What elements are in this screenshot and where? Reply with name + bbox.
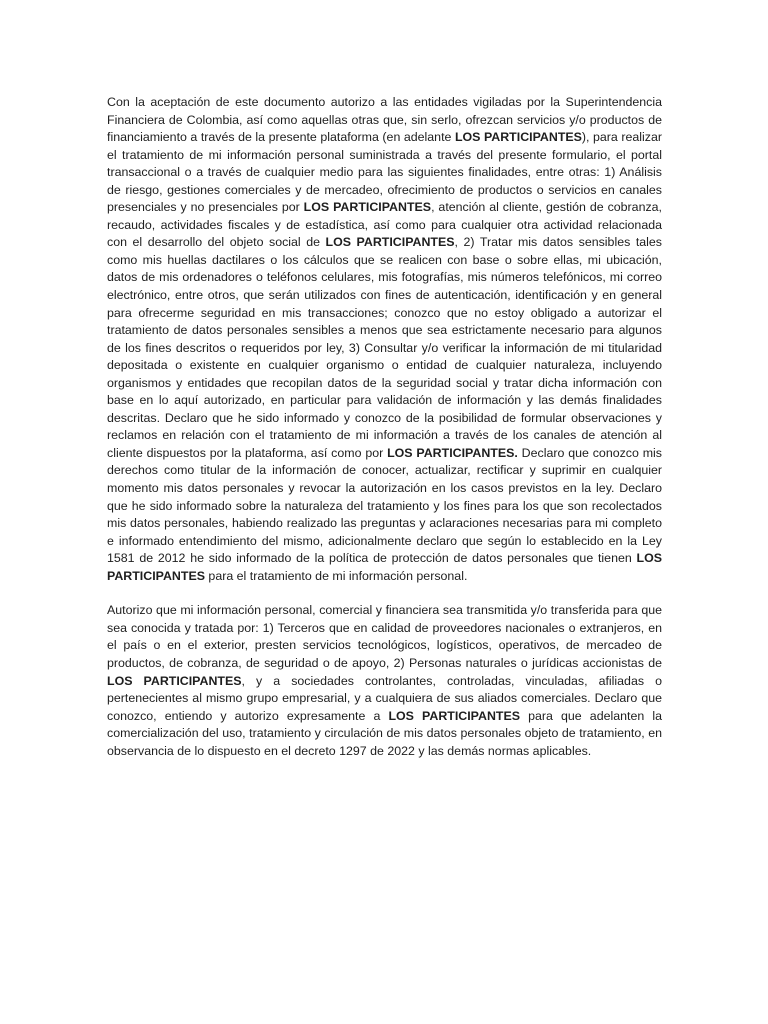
paragraph-data-processing-authorization: [107, 94, 662, 585]
paragraph-data-transfer-authorization: [107, 602, 662, 760]
paragraph-text-segment: Autorizo que mi información personal, comercial y financiera sea transmitida y/o transferida para que sea conocida y tratada por: 1) Terceros que en calidad de proveedores nacionales o extranjeros, en el país o en el exterior, presten servicios tecnológicos, logísticos, operativos, de mercadeo de productos, de cobranza, de seguridad o de apoyo, 2) Personas naturales o jurídicas accionistas de: [107, 603, 662, 670]
paragraph-text-segment: Declaro que conozco mis derechos como titular de la información de conocer, actualizar, rectificar y suprimir en cualquier momento mis datos personales y revocar la autorización en los casos previstos en la ley. Declaro que he sido informado sobre la naturaleza del tratamiento y los fines para los que son recolectados mis datos personales, habiendo realizado las preguntas y aclaraciones necesarias para mi completo e informado entendimiento del mismo, adicionalmente declaro que según lo establecido en la Ley 1581 de 2012 he sido informado de la política de protección de datos personales que tienen: [107, 445, 662, 566]
bold-entity-name: LOS PARTICIPANTES.: [387, 445, 518, 460]
bold-entity-name: LOS PARTICIPANTES: [107, 551, 662, 583]
paragraph-text-segment: , atención al cliente, gestión de cobranza, recaudo, actividades fiscales y de estadística, así como para cualquier otra actividad relacionada con el desarrollo del objeto social de: [107, 200, 662, 250]
bold-entity-name: LOS PARTICIPANTES: [388, 708, 521, 723]
document-page: [107, 94, 662, 760]
paragraph-text-segment: Con la aceptación de este documento autorizo a las entidades vigiladas por la Superintendencia Financiera de Colombia, así como aquellas otras que, sin serlo, ofrezcan servicios y/o productos de financiamiento a través de la presente plataforma (en adelante: [107, 95, 662, 145]
bold-entity-name: LOS PARTICIPANTES: [107, 673, 242, 688]
paragraph-text-segment: para el tratamiento de mi información personal.: [204, 568, 468, 583]
paragraph-text-segment: , y a sociedades controlantes, controladas, vinculadas, afiliadas o pertenecientes al mismo grupo empresarial, y a cualquiera de sus aliados comerciales. Declaro que conozco, entiendo y autorizo expresamente a: [107, 673, 662, 723]
paragraph-text-segment: ), para realizar el tratamiento de mi información personal suministrada a través del presente formulario, el portal transaccional o a través de cualquier medio para las siguientes finalidades, entre otras: 1) Análisis de riesgo, gestiones comerciales y de mercadeo, ofrecimiento de productos o servicios en canales presenciales y no presenciales por: [107, 130, 662, 215]
bold-entity-name: LOS PARTICIPANTES: [325, 235, 455, 250]
bold-entity-name: LOS PARTICIPANTES: [303, 200, 432, 215]
bold-entity-name: LOS PARTICIPANTES: [454, 130, 582, 145]
paragraph-text-segment: , 2) Tratar mis datos sensibles tales como mis huellas dactilares o los cálculos que se realicen con base o sobre ellas, mi ubicación, datos de mis ordenadores o teléfonos celulares, mis fotografías, mis números telefónicos, mi correo electrónico, entre otros, que serán utilizados con fines de autenticación, identificación y en general para ofrecerme seguridad en mis transacciones; conozco que no estoy obligado a autorizar el tratamiento de datos personales sensibles a menos que sea estrictamente necesario para algunos de los fines descritos o requeridos por ley, 3) Consultar y/o verificar la información de mi titularidad depositada o existente en cualquier organismo o entidad de cualquier naturaleza, incluyendo organismos y entidades que recopilan datos de la seguridad social y tratar dicha información con base en lo aquí autorizado, en particular para validación de información y las demás finalidades descritas. Declaro que he sido informado y conozco de la posibilidad de formular observaciones y reclamos en relación con el tratamiento de mi información a través de los canales de atención al cliente dispuestos por la plataforma, así como por: [107, 235, 662, 460]
paragraph-text-segment: para que adelanten la comercialización del uso, tratamiento y circulación de mis datos personales objeto de tratamiento, en observancia de lo dispuesto en el decreto 1297 de 2022 y las demás normas aplicables.: [107, 708, 662, 758]
